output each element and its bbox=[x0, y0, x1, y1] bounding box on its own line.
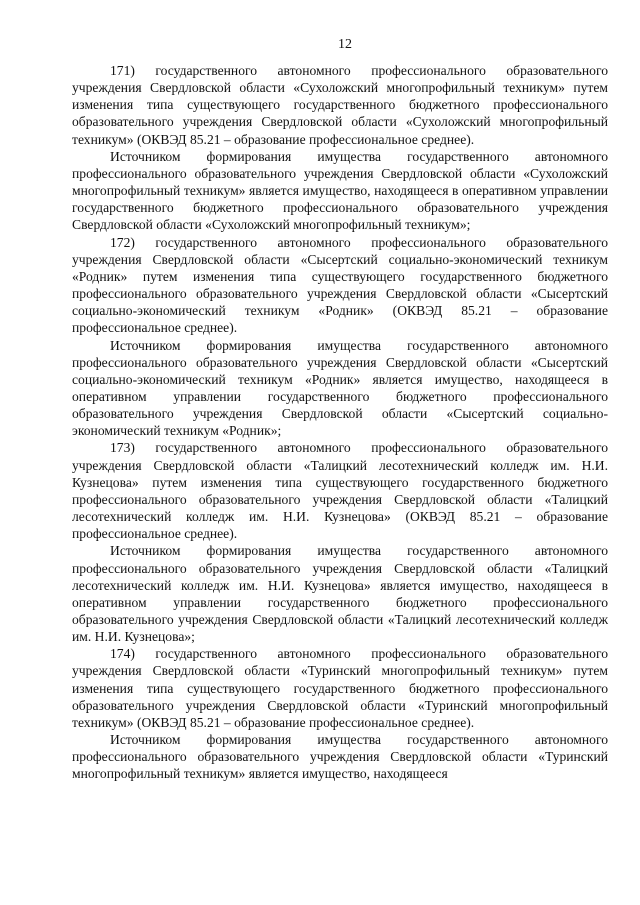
paragraph-171: 171) государственного автономного профессионального образовательного учреждения Свердловской области «Сухоложский многопрофильный техникум» путем изменения типа существующего государственного бюджетного профессионального образовательного учреждения Свердловской области «Сухоложский многопрофильный техникум» (ОКВЭД 85.21 – образование профессиональное среднее). bbox=[72, 63, 608, 147]
paragraph-174-property-source: Источником формирования имущества государственного автономного профессионального образовательного учреждения Свердловской области «Туринский многопрофильный техникум» является имущество, находящееся bbox=[72, 732, 608, 782]
page-number: 12 bbox=[338, 37, 352, 52]
paragraph-172-property-source: Источником формирования имущества государственного автономного профессионального образовательного учреждения Свердловской области «Сысертский социально-экономический техникум «Родник» является имущество, находящееся в оперативном управлении государственного бюджетного профессионального образовательного учреждения Свердловской области «Сысертский социально-экономический техникум «Родник»; bbox=[72, 337, 608, 439]
paragraph-172: 172) государственного автономного профессионального образовательного учреждения Свердловской области «Сысертский социально-экономический техникум «Родник» путем изменения типа существующего государственного бюджетного профессионального образовательного учреждения Свердловской области «Сысертский социально-экономический техникум «Родник» (ОКВЭД 85.21 – образование профессиональное среднее). bbox=[72, 234, 608, 336]
paragraph-174: 174) государственного автономного профессионального образовательного учреждения Свердловской области «Туринский многопрофильный техникум» путем изменения типа существующего государственного бюджетного профессионального образовательного учреждения Свердловской области «Туринский многопрофильный техникум» (ОКВЭД 85.21 – образование профессиональное среднее). bbox=[72, 646, 608, 730]
paragraph-173-property-source: Источником формирования имущества государственного автономного профессионального образовательного учреждения Свердловской области «Талицкий лесотехнический колледж им. Н.И. Кузнецова» является имущество, находящееся в оперативном управлении государственного бюджетного профессионального образовательного учреждения Свердловской области «Талицкий лесотехнический колледж им. Н.И. Кузнецова»; bbox=[72, 543, 608, 645]
paragraph-173: 173) государственного автономного профессионального образовательного учреждения Свердловской области «Талицкий лесотехнический колледж им. Н.И. Кузнецова» путем изменения типа существующего государственного бюджетного профессионального образовательного учреждения Свердловской области «Талицкий лесотехнический колледж им. Н.И. Кузнецова» (ОКВЭД 85.21 – образование профессиональное среднее). bbox=[72, 440, 608, 542]
paragraph-171-property-source: Источником формирования имущества государственного автономного профессионального образовательного учреждения Свердловской области «Сухоложский многопрофильный техникум» является имущество, находящееся в оперативном управлении государственного бюджетного профессионального образовательного учреждения Свердловской области «Сухоложский многопрофильный техникум»; bbox=[72, 148, 608, 233]
